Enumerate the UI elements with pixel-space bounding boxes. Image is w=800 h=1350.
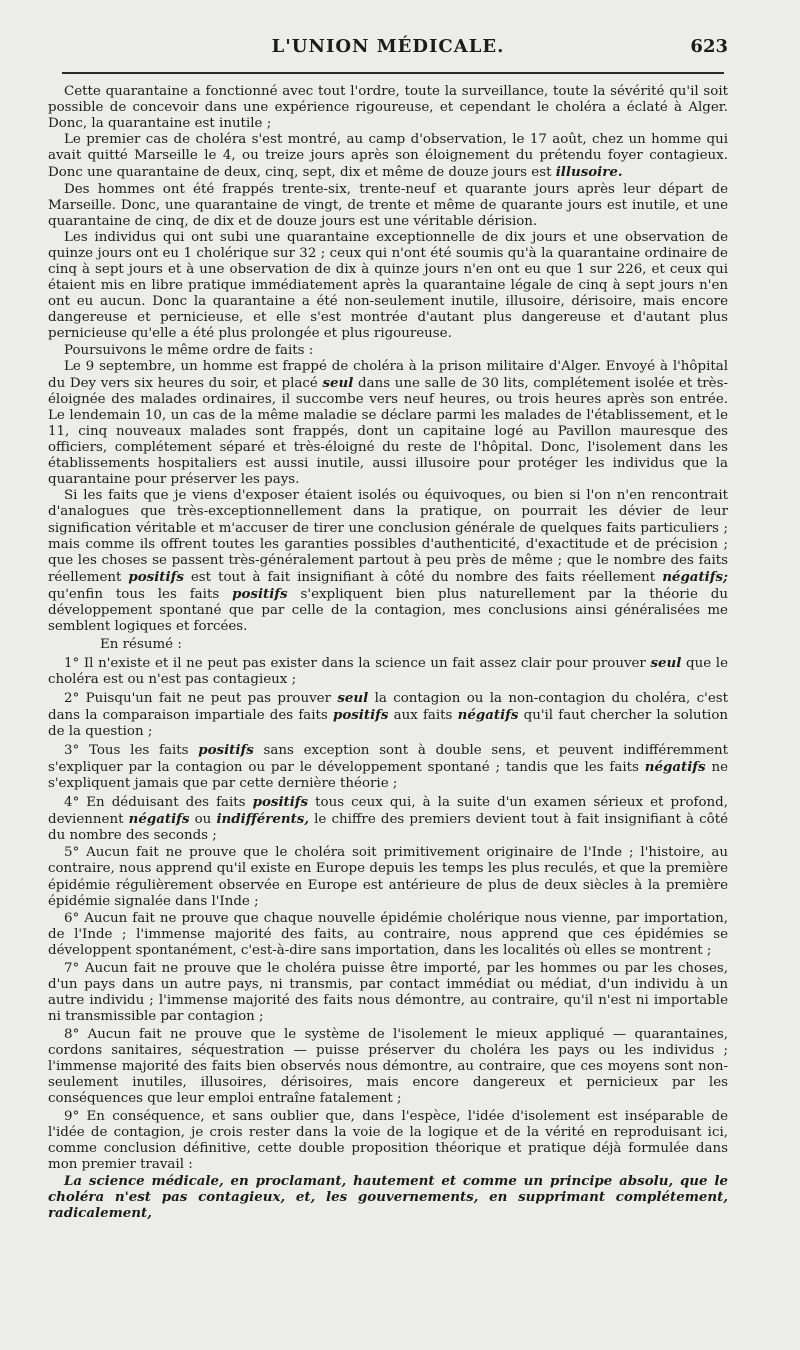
summary-item: 3° Tous les faits positifs sans exception sont à double sens, et peuvent indifféremment s'expliquer par la contagion ou par le développement spontané ; tandis que les faits négatifs ne s'expliquent jamais que par cette dernière théorie ; — [48, 741, 728, 791]
summary-item: 6° Aucun fait ne prouve que chaque nouvelle épidémie cholérique nous vienne, par importation, de l'Inde ; l'immense majorité des faits, au contraire, nous apprend que ces épidémies se développent spontanément, c'est-à-dire sans importation, dans les localités où elles se montrent ; — [48, 911, 728, 959]
summary-item: 7° Aucun fait ne prouve que le choléra puisse être importé, par les hommes ou par les choses, d'un pays dans un autre pays, ni transmis, par contact immédiat ou médiat, d'un individu à un autre individu ; l'immense majorité des faits nous démontre, au contraire, qu'il n'est ni importable ni transmissible par contagion ; — [48, 960, 728, 1025]
emphasis: positifs — [332, 707, 389, 724]
emphasis: négatifs — [644, 758, 706, 775]
emphasis: seul — [322, 374, 354, 391]
emphasis: positifs — [128, 568, 184, 585]
emphasis: positifs — [252, 793, 309, 810]
summary-item: 1° Il n'existe et il ne peut pas exister dans la science un fait assez clair pour prouver seul que le choléra est ou n'est pas contagieux ; — [48, 655, 728, 688]
summary-heading: En résumé : — [100, 637, 182, 653]
emphasis: positifs — [198, 741, 254, 758]
emphasis: négatifs — [457, 707, 519, 724]
emphasis: négatifs; — [662, 568, 728, 585]
running-title: L'UNION MÉDICALE. — [271, 36, 505, 57]
paragraph: Cette quarantaine a fonctionné avec tout l'ordre, toute la surveillance, toute la sévérité qu'il soit possible de concevoir dans une expérience rigoureuse, et cependant le choléra a éclaté à Alger. Donc, la quarantaine est inutile ; — [48, 84, 728, 132]
body-text — [48, 84, 728, 1221]
paragraph: Les individus qui ont subi une quarantaine exceptionnelle de dix jours et une observation de quinze jours ont eu 1 cholérique sur 32 ; ceux qui n'ont été soumis qu'à la quarantaine ordinaire de cinq à sept jours et à une observation de dix à quinze jours n'en ont eu que 1 sur 226, et ceux qui étaient mis en libre pratique immédiatement après la quarantaine légale de cinq à sept jours n'en ont eu aucun. Donc la quarantaine a été non-seulement inutile, illusoire, dérisoire, mais encore dangereuse et pernicieuse, et elle s'est montrée d'autant plus dangereuse et d'autant plus pernicieuse qu'elle a été plus prolongée et plus rigoureuse. — [48, 229, 728, 342]
summary-item: 5° Aucun fait ne prouve que le choléra soit primitivement originaire de l'Inde ; l'histoire, au contraire, nous apprend qu'il existe en Europe depuis les temps les plus reculés, et que la première épidémie régulièrement observée en Europe est antérieure de plus de deux siècles à la première épidémie signalée dans l'Inde ; — [48, 845, 728, 909]
emphasis: seul — [337, 689, 369, 706]
emphasis: positifs — [232, 585, 288, 602]
paragraph: Poursuivons le même ordre de faits : — [64, 342, 314, 358]
emphasis: illusoire. — [555, 164, 623, 181]
emphasis: indifférents, — [216, 810, 310, 827]
page-number: 623 — [690, 36, 728, 57]
header-rule — [62, 72, 724, 74]
summary-item: 2° Puisqu'un fait ne peut pas prouver seul la contagion ou la non-contagion du choléra, c'est dans la comparaison impartiale des faits positifs aux faits négatifs qu'il faut chercher la solution de la question ; — [48, 689, 729, 740]
summary-item: 4° En déduisant des faits positifs tous ceux qui, à la suite d'un examen sérieux et profond, deviennent négatifs ou indifférents, le chiffre des premiers devient tout à fait insignifiant à côté du nombre des seconds ; — [48, 793, 729, 843]
emphasis: négatifs — [128, 810, 190, 827]
summary-item: 9° En conséquence, et sans oublier que, dans l'espèce, l'idée d'isolement est inséparable de l'idée de contagion, je crois rester dans la voie de la logique et de la vérité en reproduisant ici, comme conclusion définitive, cette double proposition théorique et pratique déjà formulée dans mon premier travail : — [48, 1108, 728, 1173]
paragraph: Le premier cas de choléra s'est montré, au camp d'observation, le 17 août, chez un homme qui avait quitté Marseille le 4, ou treize jours après son éloignement du prétendu foyer contagieux. Donc une quarantaine de deux, cinq, sept, dix et même de douze jours est illusoire. — [48, 132, 728, 181]
summary-item: 8° Aucun fait ne prouve que le système de l'isolement le mieux appliqué — quarantaines, cordons sanitaires, séquestration — puisse préserver du choléra les pays ou les individus ; l'immense majorité des faits bien observés nous démontre, au contraire, que ces moyens sont non-seulement inutiles, illusoires, dérisoires, mais encore dangereux et pernicieux par les conséquences que leur emploi entraîne fatalement ; — [48, 1026, 728, 1107]
page-header — [48, 36, 728, 66]
paragraph: Si les faits que je viens d'exposer étaient isolés ou équivoques, ou bien si l'on n'en rencontrait d'analogues que très-exceptionnellement dans la pratique, on pourrait les dévier de leur signification véritable et m'accuser de tirer une conclusion générale de quelques faits particuliers ; mais comme ils offrent toutes les garanties possibles d'authenticité, d'exactitude et de précision ; que les choses se passent très-généralement partout à peu près de même ; que le nombre des faits réellement positifs est tout à fait insignifiant à côté du nombre des faits réellement négatifs; qu'enfin tous les faits positifs s'expliquent bien plus naturellement par la théorie du développement spontané que par celle de la contagion, mes conclusions ainsi généralisées me semblent logiques et forcées. — [48, 488, 728, 635]
conclusion-text: La science médicale, en proclamant, hautement et comme un principe absolu, que le choléra n'est pas contagieux, et, les gouvernements, en supprimant complétement, radicalement, — [48, 1173, 728, 1222]
paragraph: Le 9 septembre, un homme est frappé de choléra à la prison militaire d'Alger. Envoyé à l'hôpital du Dey vers six heures du soir, et placé seul dans une salle de 30 lits, complétement isolée et très-éloignée des malades ordinaires, il succombe vers neuf heures, ou trois heures après son entrée. Le lendemain 10, un cas de la même maladie se déclare parmi les malades de l'établissement, et le 11, cinq nouveaux malades sont frappés, dont un capitaine logé au Pavillon mauresque des officiers, complétement séparé et très-éloigné du reste de l'hôpital. Donc, l'isolement dans les établissements hospitaliers est aussi inutile, aussi illusoire pour protéger les individus que la quarantaine pour préserver les pays. — [48, 358, 729, 488]
emphasis: seul — [650, 655, 682, 672]
paragraph: Des hommes ont été frappés trente-six, trente-neuf et quarante jours après leur départ de Marseille. Donc, une quarantaine de vingt, de trente et même de quarante jours est inutile, et une quarantaine de cinq, de dix et de douze jours est une véritable dérision. — [48, 181, 728, 229]
